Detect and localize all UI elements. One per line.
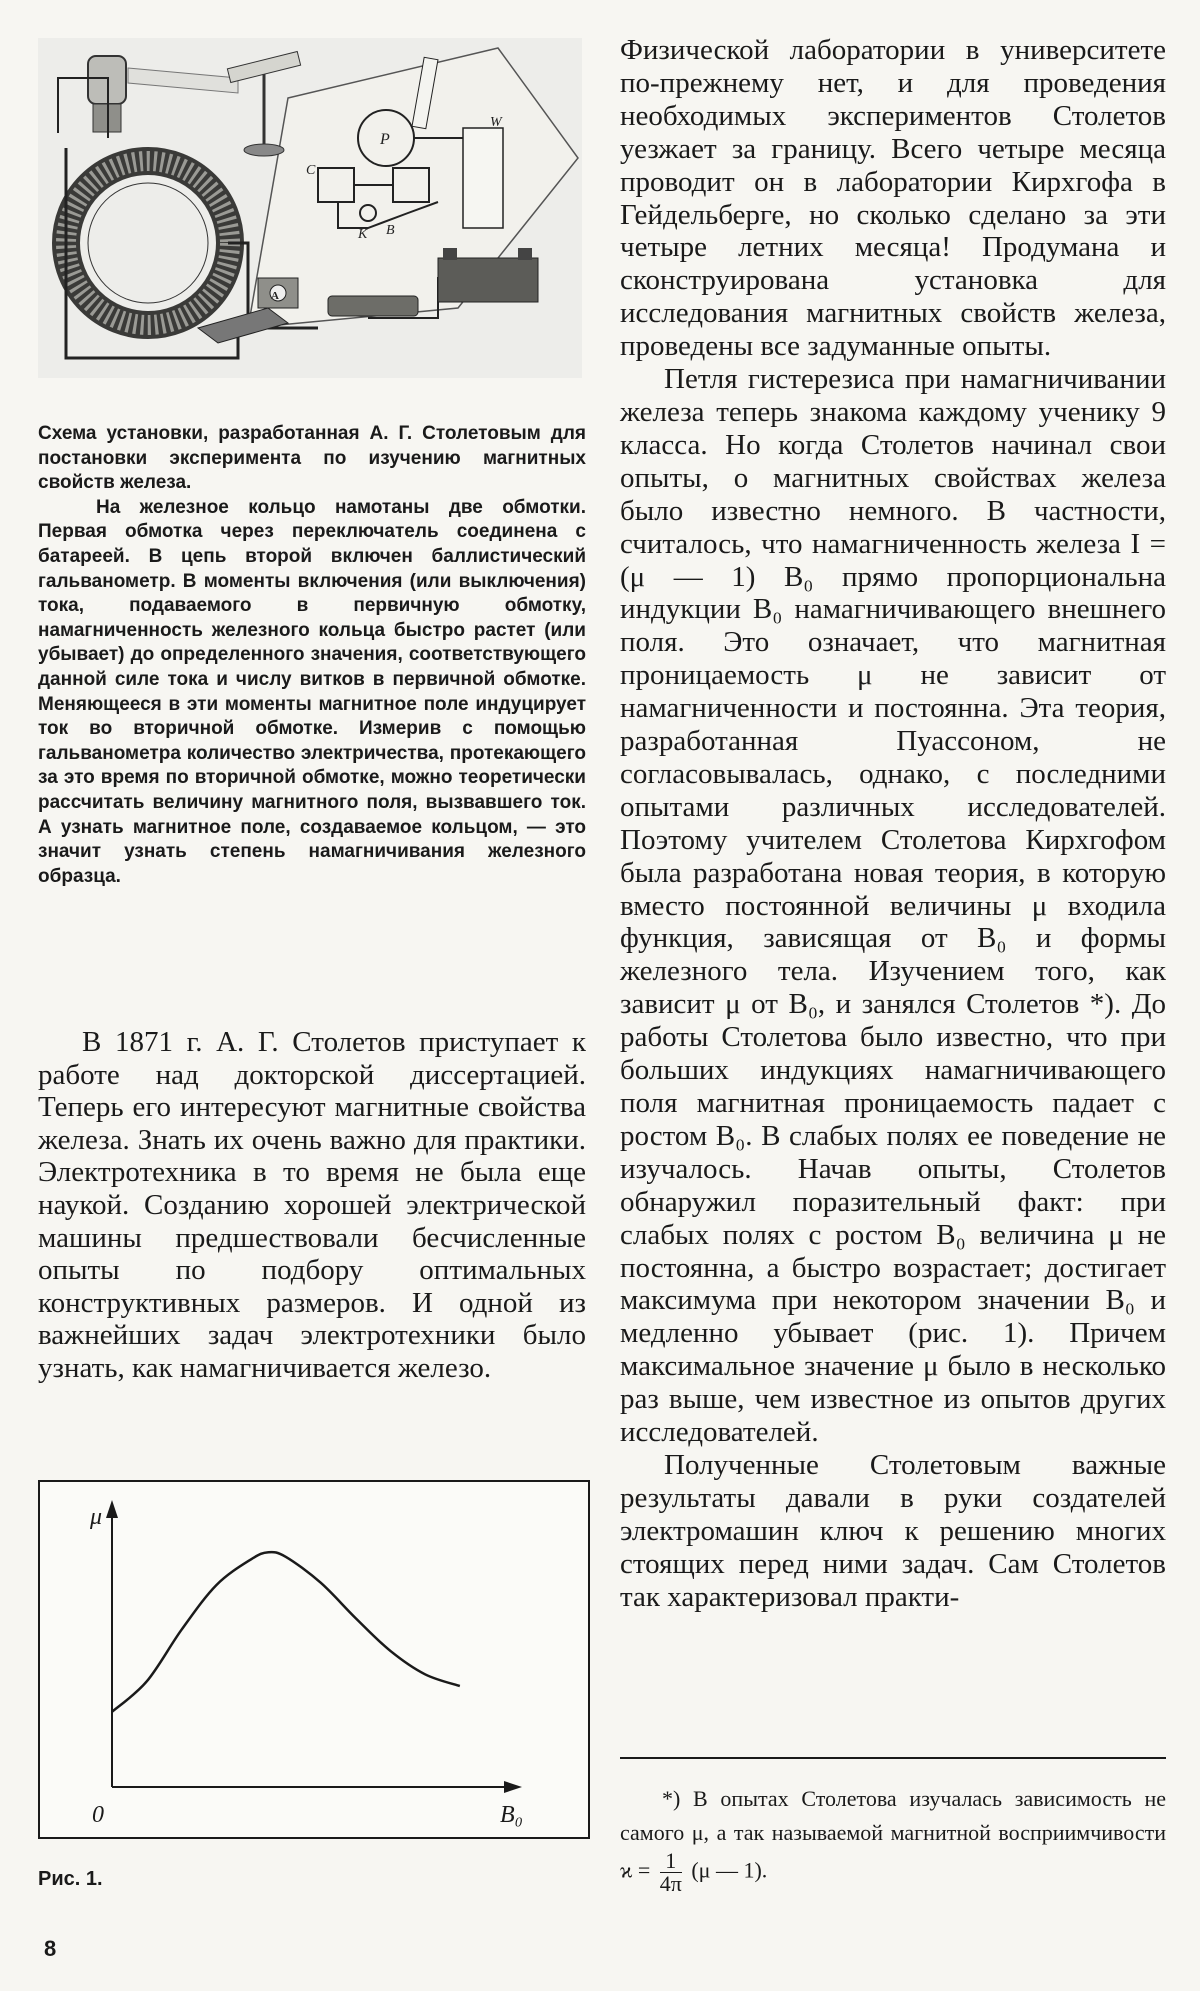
figure-label: Рис. 1. (38, 1868, 103, 1890)
caption-title: Схема установки, разработанная А. Г. Столетовым для постановки эксперимента по изучению магнитных свойств железа. (38, 423, 586, 494)
paragraph: В 1871 г. А. Г. Столетов приступает к работе над докторской диссертацией. Теперь его интересуют магнитные свойства железа. Знать их очень важно для практики. Электротехника в то время не была еще наукой. Созданию хорошей электрической машины предшествовали бесчисленные опыты по подбору оптимальных конструктивных размеров. И одной из важнейших задач электротехники было узнать, как намагничивается железо. (38, 1026, 586, 1384)
apparatus-illustration (38, 38, 582, 378)
x-axis-arrow (504, 1781, 522, 1793)
label-p: P (380, 131, 390, 148)
series-line-mu (112, 1552, 460, 1712)
schematic-resistor-w (463, 128, 503, 228)
fraction-numerator: 1 (660, 1850, 682, 1873)
right-column-text (620, 34, 1166, 1614)
label-k: K (358, 227, 368, 242)
label-c: C (306, 163, 316, 178)
stand-foot (244, 144, 284, 156)
footnote (620, 1782, 1166, 1895)
origin-label: 0 (92, 1802, 104, 1828)
label-w: W (490, 115, 502, 130)
y-axis-arrow (106, 1500, 118, 1518)
x-axis-label: B₀ (500, 1802, 524, 1828)
y-axis-label: μ (90, 1504, 103, 1530)
battery (438, 258, 538, 302)
figure-1-chart (38, 1480, 590, 1839)
caption-body: На железное кольцо намотаны две обмотки. Первая обмотка через переключатель соединена с батареей. В цепь второй включен баллистический гальванометр. В моменты включения (или выключения) тока, подаваемого в первичную обмотку, намагниченность железного кольца быстро растет (или убывает) до определенного значения, соответствующего данной силе тока и числу витков в первичной обмотке. Меняющееся в эти моменты магнитное поле индуцирует ток во вторичной обмотке. Измерив с помощью гальванометра количество электричества, протекающего за это время по вторичной обмотке, можно теоретически рассчитать величину магнитного поля, вызвавшего ток. А узнать магнитное поле, создаваемое кольцом, — это значит узнать степень намагничивания железного образца. (38, 496, 586, 887)
label-b: B (386, 223, 395, 238)
rheostat (328, 296, 418, 316)
paragraph: Физической лаборатории в университете по-прежнему нет, и для проведения необходимых экспериментов Столетов уезжает за границу. Всего четыре месяца проводит он в лаборатории Кирхгофа в Гейдельберге, но сколько сделано за эти четыре летних месяца! Продумана и сконструирована установка для исследования магнитных свойств железа, проведены все задуманные опыты. (620, 34, 1166, 363)
label-a: A (271, 290, 279, 302)
battery-terminal (443, 248, 457, 260)
battery-terminal (518, 248, 532, 260)
footnote-text: *) В опытах Столетова изучалась зависимость не самого μ, а так называемой магнитной восприимчивости ϰ = (620, 1786, 1166, 1883)
footnote-tail: (μ — 1). (691, 1857, 768, 1883)
figure-caption (38, 422, 586, 889)
mu-vs-b0-plot (40, 1482, 588, 1837)
page-number: 8 (44, 1936, 57, 1961)
light-beam (128, 68, 238, 93)
fraction (660, 1850, 682, 1895)
toroid-inner (88, 183, 208, 303)
paragraph: Полученные Столетовым важные результаты давали в руки создателей электромашин ключ к решению многих стоящих перед ними задач. Сам Столетов так характеризовал практи- (620, 1448, 1166, 1613)
apparatus-drawing (38, 38, 582, 378)
left-column-text (38, 1026, 586, 1385)
fraction-denominator: 4π (659, 1871, 682, 1896)
paragraph: Петля гистерезиса при намагничивании железа теперь знакома каждому ученику 9 класса. Но когда Столетов начинал свои опыты, о магнитных свойствах железа было известно немного. В частности, считалось, что намагниченность железа I = (μ — 1) B₀ прямо пропорциональна индукции B₀ намагничивающего внешнего поля. Это означает, что магнитная проницаемость μ не зависит от намагниченности и постоянна. Эта теория, разработанная Пуассоном, не согласовывалась, однако, с последними опытами различных исследователей. Поэтому учителем Столетова Кирхгофом была разработана новая теория, в которую вместо постоянной величины μ входила функция, зависящая от B₀ и формы железного тела. Изучением того, как зависит μ от B₀, и занялся Столетов *). До работы Столетова было известно, что при больших индукциях намагничивающего поля магнитная проницаемость падает с ростом B₀. В слабых полях ее поведение не изучалось. Начав опыты, Столетов обнаружил поразительный факт: при слабых полях с ростом B₀ величина μ не постоянна, а быстро возрастает; достигает максимума при некотором значении B₀ и медленно убывает (рис. 1). Причем максимальное значение μ было в несколько раз выше, чем известное из опытов других исследователей. (620, 363, 1166, 1449)
footnote-divider (620, 1757, 1166, 1759)
